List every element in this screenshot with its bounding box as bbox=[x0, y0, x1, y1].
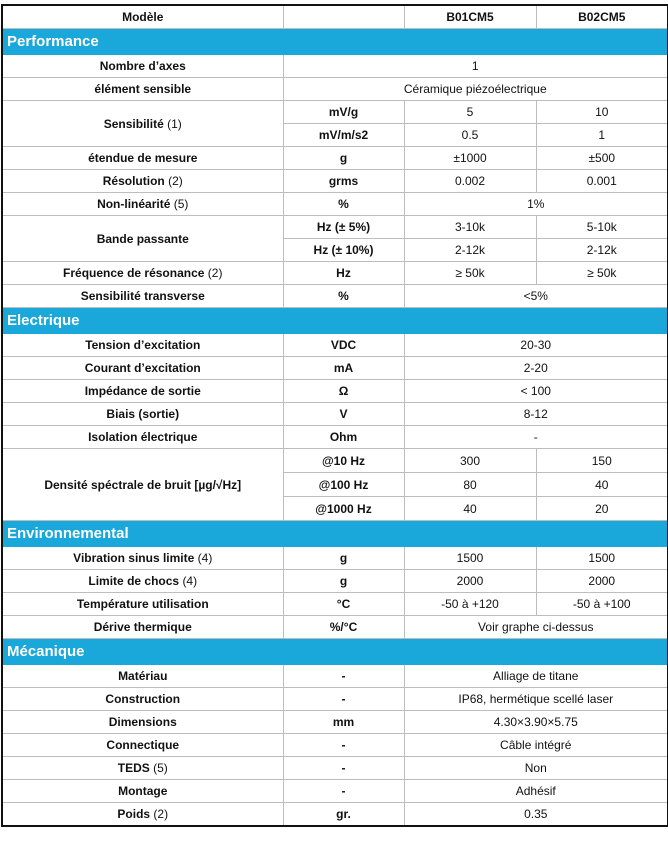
row-resolution bbox=[2, 170, 668, 193]
value-tension: 20-30 bbox=[404, 334, 668, 357]
value-construction: IP68, hermétique scellé laser bbox=[404, 688, 668, 711]
row-noise-1 bbox=[2, 449, 668, 473]
b02-noise-1: 150 bbox=[536, 449, 668, 473]
label-construction: Construction bbox=[2, 688, 283, 711]
b01-sens-1: 5 bbox=[404, 101, 536, 124]
value-courant: 2-20 bbox=[404, 357, 668, 380]
footnote-ref: (4) bbox=[182, 574, 198, 588]
row-teds bbox=[2, 757, 668, 780]
value-montage: Adhésif bbox=[404, 780, 668, 803]
label-impedance: Impédance de sortie bbox=[2, 380, 283, 403]
value-element: Céramique piézoélectrique bbox=[283, 78, 668, 101]
b02-noise-2: 40 bbox=[536, 473, 668, 497]
label-resolution bbox=[2, 170, 283, 193]
unit-noise-3: @1000 Hz bbox=[283, 497, 404, 521]
b02-sens-2: 1 bbox=[536, 124, 668, 147]
unit-range: g bbox=[283, 147, 404, 170]
label-text: Limite de chocs bbox=[88, 574, 180, 588]
value-transverse: <5% bbox=[404, 285, 668, 308]
row-courant bbox=[2, 357, 668, 380]
label-sensibilite bbox=[2, 101, 283, 147]
unit-noise-2: @100 Hz bbox=[283, 473, 404, 497]
unit-temp: °C bbox=[283, 593, 404, 616]
section-environnemental bbox=[2, 521, 668, 547]
row-poids bbox=[2, 803, 668, 827]
section-title: Mécanique bbox=[2, 639, 668, 665]
unit-transverse: % bbox=[283, 285, 404, 308]
footnote-ref: (4) bbox=[197, 551, 213, 565]
label-element: élément sensible bbox=[2, 78, 283, 101]
label-dimensions: Dimensions bbox=[2, 711, 283, 734]
label-text: TEDS bbox=[117, 761, 150, 775]
b02-resolution: 0.001 bbox=[536, 170, 668, 193]
b01-noise-3: 40 bbox=[404, 497, 536, 521]
label-text: Résolution bbox=[102, 174, 165, 188]
label-text: Non-linéarité bbox=[97, 197, 171, 211]
footnote-ref: (5) bbox=[173, 197, 189, 211]
label-nonlin bbox=[2, 193, 283, 216]
unit-construction: - bbox=[283, 688, 404, 711]
unit-chocs: g bbox=[283, 570, 404, 593]
row-sensibilite-1 bbox=[2, 101, 668, 124]
row-transverse bbox=[2, 285, 668, 308]
row-impedance bbox=[2, 380, 668, 403]
label-derive: Dérive thermique bbox=[2, 616, 283, 639]
unit-resonance: Hz bbox=[283, 262, 404, 285]
label-poids bbox=[2, 803, 283, 827]
b01-band-1: 3-10k bbox=[404, 216, 536, 239]
b01-sens-2: 0.5 bbox=[404, 124, 536, 147]
section-performance bbox=[2, 29, 668, 55]
value-dimensions: 4.30×3.90×5.75 bbox=[404, 711, 668, 734]
row-resonance bbox=[2, 262, 668, 285]
value-derive: Voir graphe ci-dessus bbox=[404, 616, 668, 639]
row-band-1 bbox=[2, 216, 668, 239]
footnote-ref: (5) bbox=[153, 761, 168, 775]
label-transverse: Sensibilité transverse bbox=[2, 285, 283, 308]
b02-range: ±500 bbox=[536, 147, 668, 170]
label-text: Fréquence de résonance bbox=[63, 266, 205, 280]
row-materiau bbox=[2, 665, 668, 688]
model-b02: B02CM5 bbox=[536, 5, 668, 29]
row-montage bbox=[2, 780, 668, 803]
section-electrique bbox=[2, 308, 668, 334]
footnote-ref: (2) bbox=[168, 174, 183, 188]
section-title: Performance bbox=[2, 29, 668, 55]
row-element bbox=[2, 78, 668, 101]
section-title: Environnemental bbox=[2, 521, 668, 547]
b01-resolution: 0.002 bbox=[404, 170, 536, 193]
empty-cell bbox=[283, 5, 404, 29]
row-derive bbox=[2, 616, 668, 639]
label-materiau: Matériau bbox=[2, 665, 283, 688]
label-biais: Biais (sortie) bbox=[2, 403, 283, 426]
model-label: Modèle bbox=[2, 5, 283, 29]
label-tension: Tension d’excitation bbox=[2, 334, 283, 357]
section-title: Electrique bbox=[2, 308, 668, 334]
value-materiau: Alliage de titane bbox=[404, 665, 668, 688]
row-temp bbox=[2, 593, 668, 616]
value-axes: 1 bbox=[283, 55, 668, 78]
footnote-ref: (2) bbox=[207, 266, 223, 280]
unit-connectique: - bbox=[283, 734, 404, 757]
unit-sens-1: mV/g bbox=[283, 101, 404, 124]
unit-poids: gr. bbox=[283, 803, 404, 827]
row-nonlin bbox=[2, 193, 668, 216]
label-text: Sensibilité bbox=[103, 116, 164, 131]
b01-noise-1: 300 bbox=[404, 449, 536, 473]
label-temp: Température utilisation bbox=[2, 593, 283, 616]
row-axes bbox=[2, 55, 668, 78]
b02-temp: -50 à +100 bbox=[536, 593, 668, 616]
unit-vibration: g bbox=[283, 547, 404, 570]
row-range bbox=[2, 147, 668, 170]
value-nonlin: 1% bbox=[404, 193, 668, 216]
unit-courant: mA bbox=[283, 357, 404, 380]
label-band: Bande passante bbox=[2, 216, 283, 262]
row-construction bbox=[2, 688, 668, 711]
unit-resolution: grms bbox=[283, 170, 404, 193]
value-biais: 8-12 bbox=[404, 403, 668, 426]
b02-noise-3: 20 bbox=[536, 497, 668, 521]
b02-vibration: 1500 bbox=[536, 547, 668, 570]
row-dimensions bbox=[2, 711, 668, 734]
footnote-ref: (1) bbox=[167, 116, 182, 131]
label-range: étendue de mesure bbox=[2, 147, 283, 170]
b01-band-2: 2-12k bbox=[404, 239, 536, 262]
label-resonance bbox=[2, 262, 283, 285]
b01-vibration: 1500 bbox=[404, 547, 536, 570]
row-tension bbox=[2, 334, 668, 357]
row-biais bbox=[2, 403, 668, 426]
unit-impedance: Ω bbox=[283, 380, 404, 403]
label-vibration bbox=[2, 547, 283, 570]
row-chocs bbox=[2, 570, 668, 593]
unit-band-1: Hz (± 5%) bbox=[283, 216, 404, 239]
b01-chocs: 2000 bbox=[404, 570, 536, 593]
unit-derive: %/°C bbox=[283, 616, 404, 639]
unit-materiau: - bbox=[283, 665, 404, 688]
label-chocs bbox=[2, 570, 283, 593]
label-courant: Courant d’excitation bbox=[2, 357, 283, 380]
label-text: Poids bbox=[117, 807, 151, 821]
spec-table bbox=[1, 4, 668, 827]
value-poids: 0.35 bbox=[404, 803, 668, 827]
b02-sens-1: 10 bbox=[536, 101, 668, 124]
row-connectique bbox=[2, 734, 668, 757]
label-teds bbox=[2, 757, 283, 780]
b02-resonance: ≥ 50k bbox=[536, 262, 668, 285]
unit-nonlin: % bbox=[283, 193, 404, 216]
label-montage: Montage bbox=[2, 780, 283, 803]
b02-chocs: 2000 bbox=[536, 570, 668, 593]
unit-dimensions: mm bbox=[283, 711, 404, 734]
b01-resonance: ≥ 50k bbox=[404, 262, 536, 285]
header-row bbox=[2, 5, 668, 29]
unit-montage: - bbox=[283, 780, 404, 803]
b01-range: ±1000 bbox=[404, 147, 536, 170]
unit-sens-2: mV/m/s2 bbox=[283, 124, 404, 147]
section-mecanique bbox=[2, 639, 668, 665]
footnote-ref: (2) bbox=[153, 807, 169, 821]
label-axes: Nombre d’axes bbox=[2, 55, 283, 78]
unit-noise-1: @10 Hz bbox=[283, 449, 404, 473]
value-isolation: - bbox=[404, 426, 668, 449]
b02-band-1: 5-10k bbox=[536, 216, 668, 239]
row-isolation bbox=[2, 426, 668, 449]
label-isolation: Isolation électrique bbox=[2, 426, 283, 449]
value-impedance: < 100 bbox=[404, 380, 668, 403]
label-text: Vibration sinus limite bbox=[73, 551, 195, 565]
unit-isolation: Ohm bbox=[283, 426, 404, 449]
value-connectique: Câble intégré bbox=[404, 734, 668, 757]
b01-noise-2: 80 bbox=[404, 473, 536, 497]
unit-band-2: Hz (± 10%) bbox=[283, 239, 404, 262]
row-vibration bbox=[2, 547, 668, 570]
model-b01: B01CM5 bbox=[404, 5, 536, 29]
b01-temp: -50 à +120 bbox=[404, 593, 536, 616]
unit-biais: V bbox=[283, 403, 404, 426]
b02-band-2: 2-12k bbox=[536, 239, 668, 262]
value-teds: Non bbox=[404, 757, 668, 780]
label-connectique: Connectique bbox=[2, 734, 283, 757]
unit-teds: - bbox=[283, 757, 404, 780]
unit-tension: VDC bbox=[283, 334, 404, 357]
label-noise: Densité spéctrale de bruit [µg/√Hz] bbox=[2, 449, 283, 521]
